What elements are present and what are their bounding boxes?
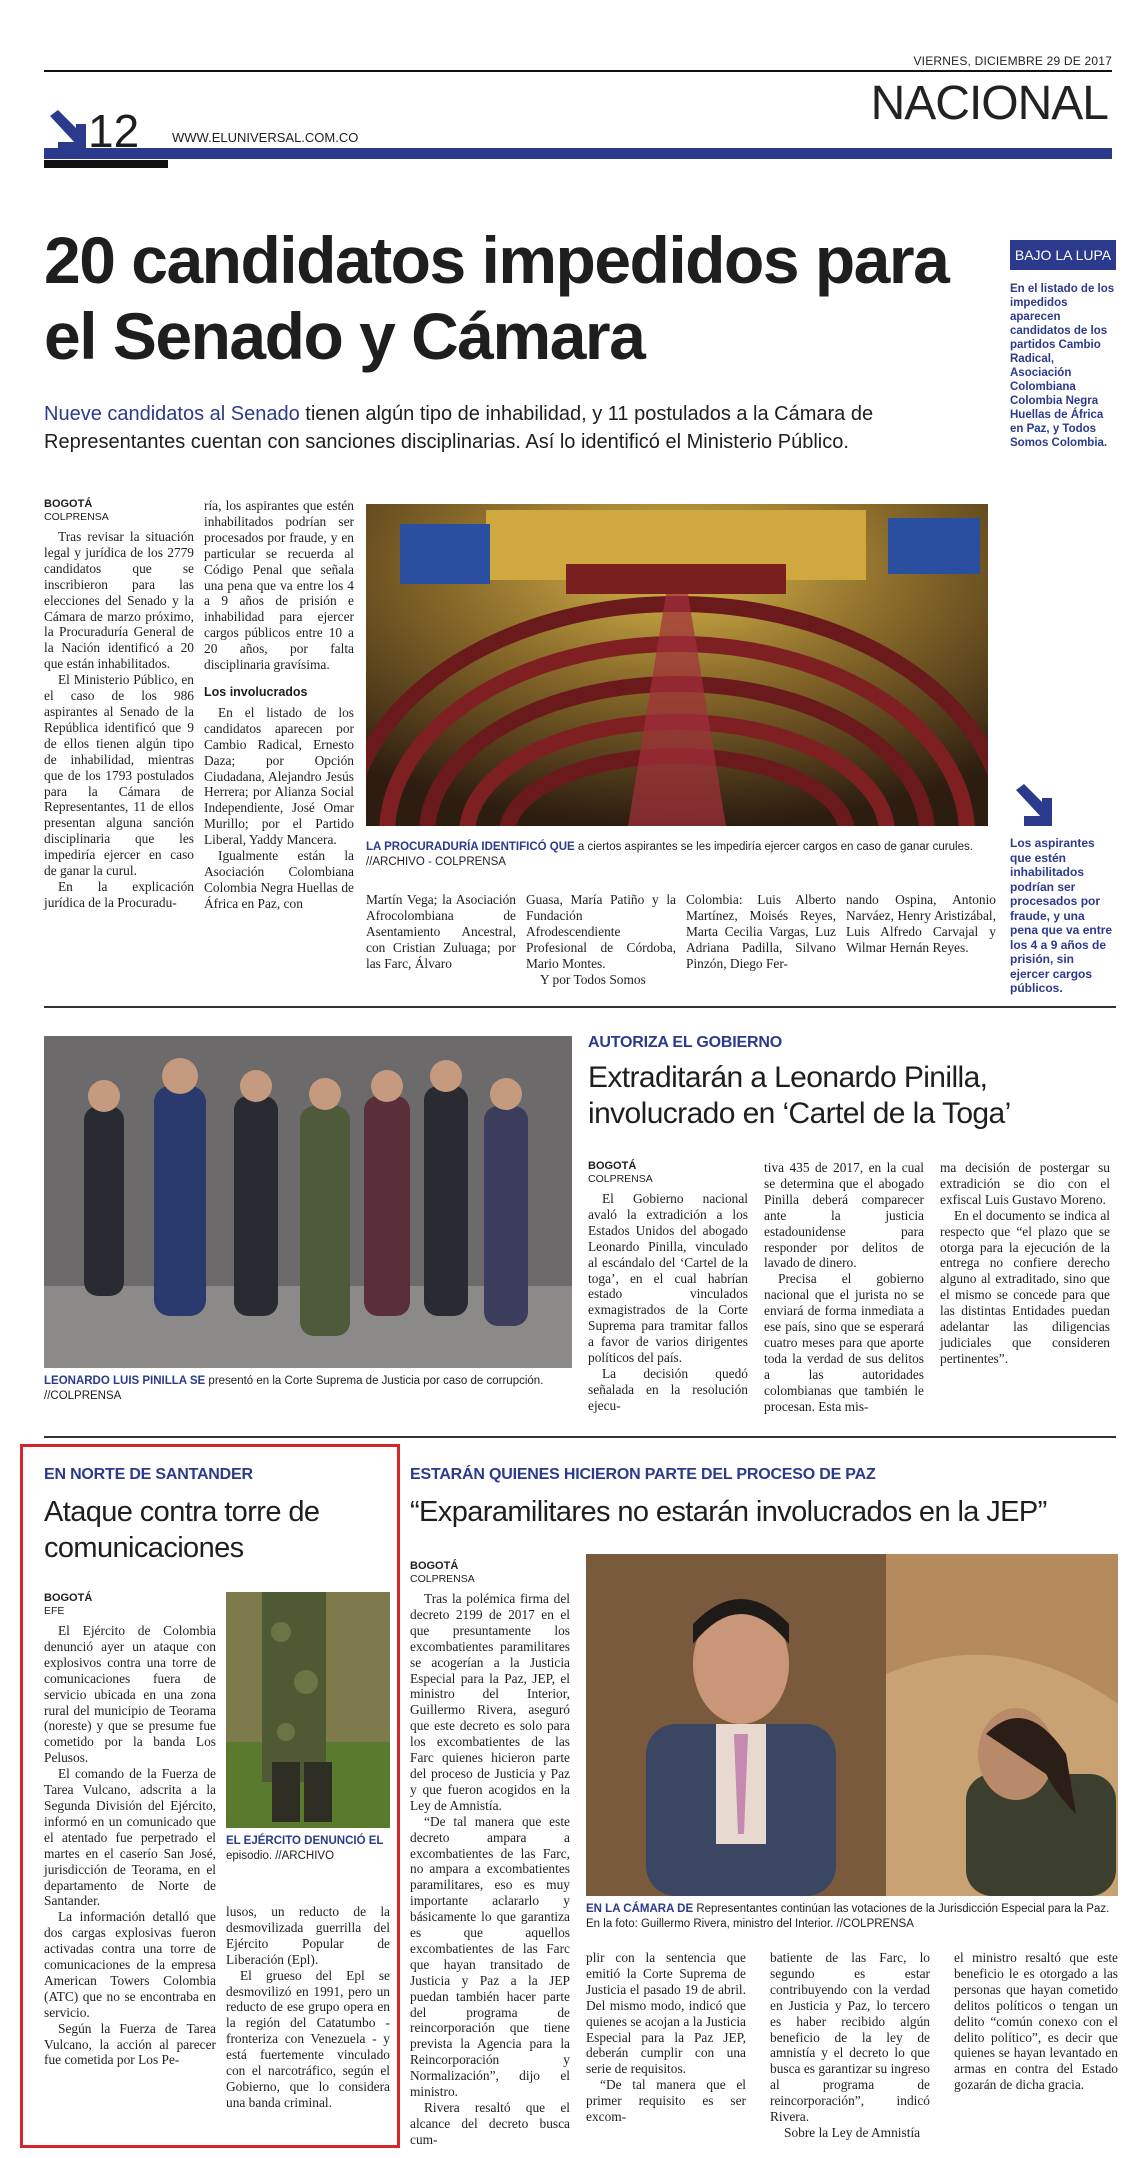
paragraph: Martín Vega; la Asociación Afrocolombiana de Asentamiento Ancestral, con Cristian Zuluaga; por las Farc, Álvaro <box>366 892 516 971</box>
paragraph: batiente de las Farc, lo segundo es estar contribuyendo con la verdad en Justicia y Paz, lo tercero es haber recibido algún beneficio de la ley de amnistía y el decreto lo que busca es garantizar su ingreso al programa de reincorporación”, indicó Rivera. <box>770 1950 930 2125</box>
paragraph: El comando de la Fuerza de Tarea Vulcano, adscrita a la Segunda División del Ejército, informó en un comunicado que el atentado fue perpetrado el martes en el caserío San José, jurisdicción de Teorama, en el departamento de Norte de Santander. <box>44 1766 216 1909</box>
rivera-photo <box>586 1554 1118 1896</box>
congress-photo <box>366 504 988 826</box>
aspirantes-sidebar-text: Los aspirantes que estén inhabilitados podrían ser procesados por fraude, y una pena que va entre los 4 a 9 años de prisión, sin ejercer cargos públicos. <box>1010 836 1113 995</box>
paragraph: En el listado de los candidatos aparecen por Cambio Radical, Ernesto Daza; por Opción Ciudadana, Alejandro Jesús Herrera; por Alianza Social Independiente, José Omar Murillo; por el Partido Liberal, Yaddy Mancera. <box>204 704 354 848</box>
paragraph: el ministro resaltó que este beneficio le es otorgado a las personas que hayan cometido delitos políticos o tengan un delito “común conexo con el delito político”, es decir que quienes se hayan levantado en armas en contra del Estado gozarán de dicha gracia. <box>954 1950 1118 2093</box>
bajo-la-lupa-title: BAJO LA LUPA <box>1010 240 1116 270</box>
section-divider <box>44 1436 1116 1438</box>
jep-col-1 <box>410 1560 570 2148</box>
congress-photo-caption <box>366 840 988 870</box>
caption-text: Representantes continúan las votaciones de la Jurisdicción Especial para la Paz. En la foto: Guillermo Rivera, ministro del Interior. //COLPRENSA <box>586 1903 1110 1930</box>
dateline: BOGOTÁ <box>588 1160 637 1172</box>
paragraph: La información detalló que dos cargas explosivas fueron activadas contra una torre de comunicaciones de la empresa American Towers Colombia (ATC) que no se encontraba en servicio. <box>44 1909 216 2020</box>
paragraph: “De tal manera que este decreto ampara a excombatientes de las Farc, no ampara a excombatientes paramilitares, eso es muy importante aclararlo y básicamente lo que garantiza es que aquellos excombatientes de las Farc que hayan transitado de Justicia y Paz a la JEP puedan también hacer parte del programa de reincorporación que tiene prevista la Agencia para la Reincorporación y Normalización”, dijo el ministro. <box>410 1813 570 2100</box>
paragraph: Según la Fuerza de Tarea Vulcano, la acción al parecer fue cometida por Los Pe- <box>44 2020 216 2068</box>
rivera-photo-caption <box>586 1902 1118 1932</box>
main-col-5 <box>686 892 836 972</box>
paragraph: nando Ospina, Antonio Narváez, Henry Aristizábal, Luis Alfredo Carvajal y Wilmar Hernán Reyes. <box>846 892 996 955</box>
arrow-down-right-icon <box>1012 784 1056 830</box>
paragraph: El grueso del Epl se desmovilizó en 1991, pero un reducto de ese grupo opera en la región del Catatumbo - fronteriza con Venezuela - y está fuertemente vinculado con el narcotráfico, según el Gobierno, que lo considera una banda criminal. <box>226 1967 390 2110</box>
agency: COLPRENSA <box>44 511 109 523</box>
paragraph: Precisa el gobierno nacional que el jurista no se enviará de forma inmediata a ese país, sino que se esperará cuatro meses para que aporte toda la verdad de sus delitos a las autoridades colombianas que también le procesan. Esta mis- <box>764 1271 924 1414</box>
header-blue-bar <box>44 148 1112 159</box>
agency: COLPRENSA <box>410 1573 475 1585</box>
dateline: BOGOTÁ <box>410 1560 459 1572</box>
paragraph: El Ejército de Colombia denunció ayer un ataque con explosivos contra una torre de comunicaciones fuera de servicio ubicada en una zona rural del municipio de Teorama (noreste) y que se presume fue cometido por la banda Los Pelusos. <box>44 1623 216 1766</box>
paragraph: El Ministerio Público, en el caso de los 986 aspirantes al Senado de la República identificó que 9 de ellos tienen algún tipo de inhabilidad, mientras que de los 1793 postulados para la Cámara de Representantes, 11 de ellos presentan alguna sanción disciplinaria que les impediría ejercer en caso de ganar la curul. <box>44 672 194 879</box>
paragraph: El Gobierno nacional avaló la extradición a los Estados Unidos del abogado Leonardo Pinilla, vinculado al escándalo del ‘Cartel de la toga’, en el cual habrían estado vinculados exmagistrados de la Corte Suprema para tramitar fallos a favor de varios dirigentes políticos del país. <box>588 1191 748 1366</box>
paragraph: Tras la polémica firma del decreto 2199 de 2017 en el que presuntamente los excombatientes paramilitares se acogerían a la Justicia Especial para la Paz, JEP, el ministro del Interior, Guillermo Rivera, aseguró que este decreto es solo para los excombatientes de las Farc quienes hicieron parte del proceso de Justicia y Paz y que fueron acogidos en la Ley de Amnistía. <box>410 1591 570 1813</box>
paragraph: Rivera resaltó que el alcance del decreto busca cum- <box>410 2100 570 2147</box>
jep-kicker: ESTARÁN QUIENES HICIERON PARTE DEL PROCESO DE PAZ <box>410 1466 876 1483</box>
main-col-4 <box>526 892 676 987</box>
caption-lead: EN LA CÁMARA DE <box>586 1903 694 1915</box>
deck-highlight: Nueve candidatos al Senado <box>44 403 300 425</box>
paragraph: La decisión quedó señalada en la resolución ejecu- <box>588 1365 748 1413</box>
dateline: BOGOTÁ <box>44 498 93 510</box>
paragraph: lusos, un reducto de la desmovilizada guerrilla del Ejército Popular de Liberación (Epl). <box>226 1904 390 1967</box>
main-headline: 20 candidatos impedidos para el Senado y Cámara <box>44 223 949 373</box>
paragraph: plir con la sentencia que emitió la Corte Suprema de Justicia el pasado 19 de abril. Del mismo modo, indicó que quienes se acojan a la Justicia Especial para la Paz JEP, deberán cumplir con una serie de requisitos. <box>586 1950 746 2077</box>
paragraph: Tras revisar la situación legal y jurídica de los 2779 candidatos que se inscribieron para las elecciones del Senado y la Cámara de marzo próximo, la Procuraduría General de la Nación identificó a 20 que están inhabilitados. <box>44 529 194 672</box>
main-col-3 <box>366 892 516 972</box>
ataque-col-1 <box>44 1592 216 2068</box>
paragraph: tiva 435 de 2017, en la cual se determina que el abogado Pinilla deberá comparecer ante la justicia estadounidense para responder por delitos de lavado de dinero. <box>764 1160 924 1271</box>
jep-headline: “Exparamilitares no estarán involucrados en la JEP” <box>410 1496 1047 1528</box>
ataque-kicker: EN NORTE DE SANTANDER <box>44 1466 253 1483</box>
jep-col-4 <box>954 1950 1118 2093</box>
header-rule <box>44 70 1112 72</box>
paragraph: “De tal manera que el primer requisito es ser excom- <box>586 2077 746 2125</box>
paragraph: Guasa, María Patiño y la Fundación Afrodescendiente Profesional de Córdoba, Mario Montes. <box>526 892 676 971</box>
page-number: 12 <box>88 105 140 157</box>
caption-text: a ciertos aspirantes se les impediría ejercer cargos en caso de ganar curules. //ARCHIVO - COLPRENSA <box>366 841 973 868</box>
ataque-col-2 <box>226 1904 390 2111</box>
dateline: BOGOTÁ <box>44 1592 93 1604</box>
pinilla-photo <box>44 1036 572 1368</box>
main-col-1 <box>44 498 194 911</box>
paragraph: ría, los aspirantes que estén inhabilitados podrían ser procesados por fraude, y en particular se recuerda al Código Penal que señala una pena que va entre los 4 a 9 años de prisión e inhabilidad para ejercer cargos públicos entre 10 a 20 años, por falta disciplinaria gravísima. <box>204 498 354 673</box>
pinilla-col-1 <box>588 1160 748 1414</box>
paragraph: Sobre la Ley de Amnistía <box>784 2124 921 2140</box>
issue-date: VIERNES, DICIEMBRE 29 DE 2017 <box>913 54 1112 68</box>
site-url[interactable]: WWW.ELUNIVERSAL.COM.CO <box>172 130 359 145</box>
pinilla-col-3 <box>940 1160 1110 1367</box>
section-title: NACIONAL <box>870 77 1108 130</box>
main-deck <box>44 400 944 456</box>
jep-col-2 <box>586 1950 746 2125</box>
caption-lead: LA PROCURADURÍA IDENTIFICÓ QUE <box>366 841 575 853</box>
agency: EFE <box>44 1605 65 1617</box>
pinilla-photo-caption <box>44 1374 572 1404</box>
section-divider <box>44 1006 1116 1008</box>
ataque-headline: Ataque contra torre de comunicaciones <box>44 1496 320 1564</box>
caption-text: episodio. //ARCHIVO <box>226 1850 335 1862</box>
bajo-la-lupa-text: En el listado de los impedidos aparecen candidatos de los partidos Cambio Radical, Asociación Colombiana Colombia Negra Huellas de África en Paz, y Todos Somos Colombia. <box>1010 283 1115 449</box>
pinilla-col-2 <box>764 1160 924 1415</box>
paragraph: Colombia: Luis Alberto Martínez, Moisés Reyes, Marta Cecilia Vargas, Luz Adriana Padilla, Silvano Pinzón, Diego Fer- <box>686 892 836 971</box>
main-col-2 <box>204 498 354 912</box>
arrow-down-right-icon <box>46 110 90 156</box>
paragraph: Igualmente están la Asociación Colombiana Colombia Negra Huellas de África en Paz, con <box>204 848 354 911</box>
soldier-photo-caption <box>226 1834 390 1864</box>
jep-col-3 <box>770 1950 930 2141</box>
main-col-6 <box>846 892 996 956</box>
deck-text: tienen algún tipo de inhabilidad, y 11 postulados a la Cámara de Representantes cuentan con sanciones disciplinarias. Así lo identificó el Ministerio Público. <box>44 403 874 453</box>
paragraph: Y por Todos Somos <box>540 971 646 987</box>
subhead: Los involucrados <box>204 684 308 699</box>
paragraph: En la explicación jurídica de la Procuradu- <box>44 878 194 910</box>
pinilla-kicker: AUTORIZA EL GOBIERNO <box>588 1034 782 1051</box>
caption-lead: LEONARDO LUIS PINILLA SE <box>44 1375 206 1387</box>
agency: COLPRENSA <box>588 1173 653 1185</box>
caption-text: presentó en la Corte Suprema de Justicia por caso de corrupción. //COLPRENSA <box>44 1375 544 1402</box>
page-number-underline <box>44 160 168 168</box>
paragraph: ma decisión de postergar su extradición se dio con el exfiscal Luis Gustavo Moreno. <box>940 1160 1110 1207</box>
soldier-photo <box>226 1592 390 1828</box>
paragraph: En el documento se indica al respecto que “el plazo que se otorga para la ejecución de la entrega no confiere derecho alguno al extraditado, sino que el mismo se concede para que las distintas Entidades puedan adelantar las diligencias judiciales que consideren pertinentes”. <box>940 1207 1110 1366</box>
caption-lead: EL EJÉRCITO DENUNCIÓ EL <box>226 1835 384 1847</box>
pinilla-headline: Extraditarán a Leonardo Pinilla, involucrado en ‘Cartel de la Toga’ <box>588 1061 1011 1130</box>
